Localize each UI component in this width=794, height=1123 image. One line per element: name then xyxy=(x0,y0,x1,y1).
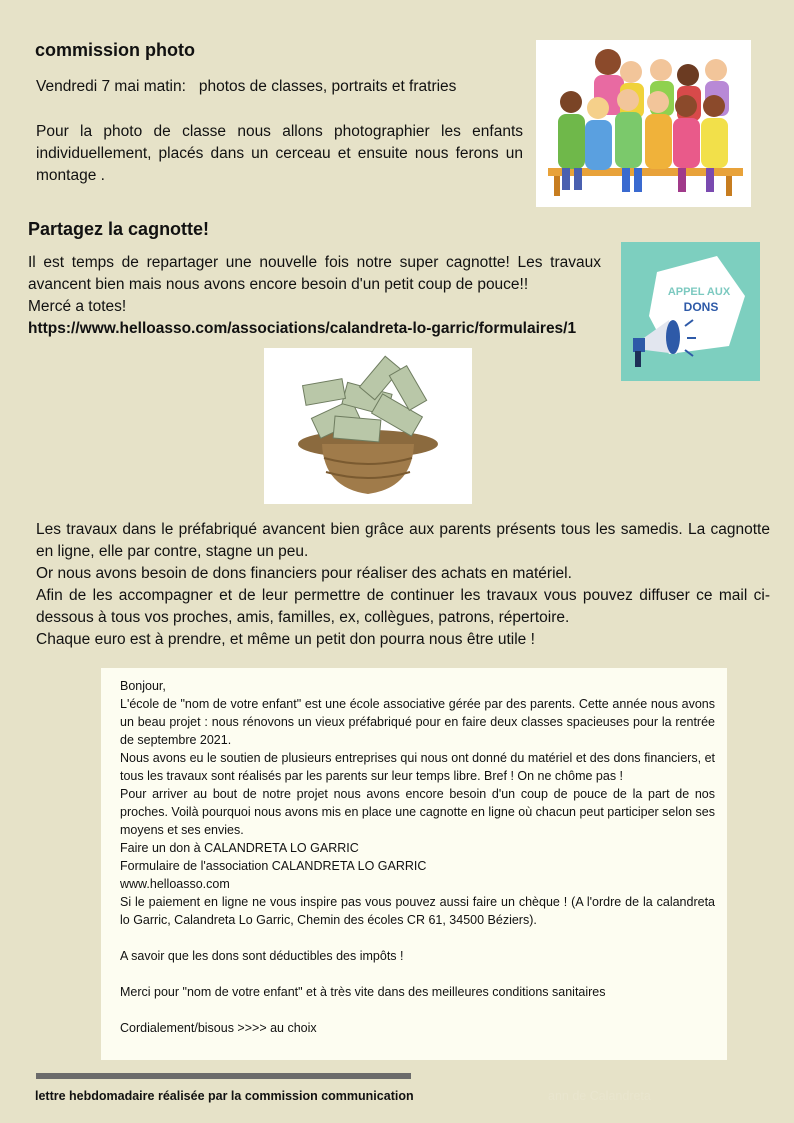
cagnotte-link[interactable]: https://www.helloasso.com/associations/calandreta-lo-garric/formulaires/1 xyxy=(28,320,577,337)
photo-description: Pour la photo de classe nous allons photographier les enfants individuellement, placés dans un cerceau et ensuite nous ferons un montage . xyxy=(36,123,523,184)
children-group-illustration xyxy=(536,40,751,207)
letter-paragraph: Si le paiement en ligne ne vous inspire pas vous pouvez aussi faire un chèque ! (A l'ordre de la calandreta lo Garric, Calandreta Lo Garric, Chemin des écoles CR 61, 34500 Béziers). xyxy=(120,895,715,927)
body-paragraph-1: Les travaux dans le préfabriqué avancent bien grâce aux parents présents tous les samedis. La cagnotte en ligne, elle par contre, stagne un peu. xyxy=(36,521,770,560)
appel-aux-dons-badge xyxy=(621,242,760,381)
email-template-box xyxy=(101,668,727,1060)
footer-credit: lettre hebdomadaire réalisée par la commission communication xyxy=(35,1089,414,1103)
letter-line: www.helloasso.com xyxy=(120,877,230,891)
section-title-photo: commission photo xyxy=(35,40,196,60)
letter-greeting: Bonjour, xyxy=(120,679,166,693)
letter-spacer xyxy=(120,965,715,983)
body-paragraph-2: Or nous avons besoin de dons financiers pour réaliser des achats en matériel. xyxy=(36,565,572,582)
photo-date-line: Vendredi 7 mai matin: photos de classes, portraits et fratries xyxy=(36,78,457,95)
badge-text-2: DONS xyxy=(683,300,719,314)
letter-paragraph: L'école de "nom de votre enfant" est une école associative gérée par des parents. Cette année nous avons un beau projet : nous rénovons un vieux préfabriqué pour en faire deux classes spacieuses pour la rentrée de septembre 2021. xyxy=(120,697,715,747)
main-body-text xyxy=(36,519,770,651)
cagnotte-line-1: Il est temps de repartager une nouvelle fois notre super cagnotte! Les travaux avancent bien mais nous avons encore besoin d'un petit coup de pouce!! xyxy=(28,254,601,293)
section-title-cagnotte: Partagez la cagnotte! xyxy=(28,219,210,239)
letter-line: Faire un don à CALANDRETA LO GARRIC xyxy=(120,841,359,855)
hat-full-of-money-image xyxy=(264,348,472,504)
body-paragraph-4: Chaque euro est à prendre, et même un petit don pourra nous être utile ! xyxy=(36,631,535,648)
letter-spacer xyxy=(120,1001,715,1019)
body-paragraph-3: Afin de les accompagner et de leur permettre de continuer les travaux vous pouvez diffuser ce mail ci-dessous à tous vos proches, amis, familles, ex, collègues, patrons, répertoire. xyxy=(36,587,770,626)
letter-paragraph: Pour arriver au bout de notre projet nous avons encore besoin d'un coup de pouce de la part de nos proches. Voilà pourquoi nous avons mis en place une cagnotte en ligne où chacun peut participer selon ses moyens et ses envies. xyxy=(120,787,715,837)
cagnotte-text xyxy=(28,252,601,318)
cagnotte-line-2: Mercé a totes! xyxy=(28,298,127,315)
letter-line: Formulaire de l'association CALANDRETA LO GARRIC xyxy=(120,859,427,873)
letter-paragraph: Nous avons eu le soutien de plusieurs entreprises qui nous ont donné du matériel et des dons financiers, et tous les travaux sont réalisés par les parents sur leur temps libre. Bref ! On ne chôme pas ! xyxy=(120,751,715,783)
badge-text-1: APPEL AUX xyxy=(667,286,731,298)
letter-signoff: Cordialement/bisous >>>> au choix xyxy=(120,1021,317,1035)
letter-line: Merci pour "nom de votre enfant" et à très vite dans des meilleures conditions sanitaires xyxy=(120,985,606,999)
letter-spacer xyxy=(120,929,715,947)
letter-line: A savoir que les dons sont déductibles des impôts ! xyxy=(120,949,404,963)
footer-divider xyxy=(36,1073,411,1079)
footer-faded-text: ann de Calandreta xyxy=(548,1089,651,1103)
